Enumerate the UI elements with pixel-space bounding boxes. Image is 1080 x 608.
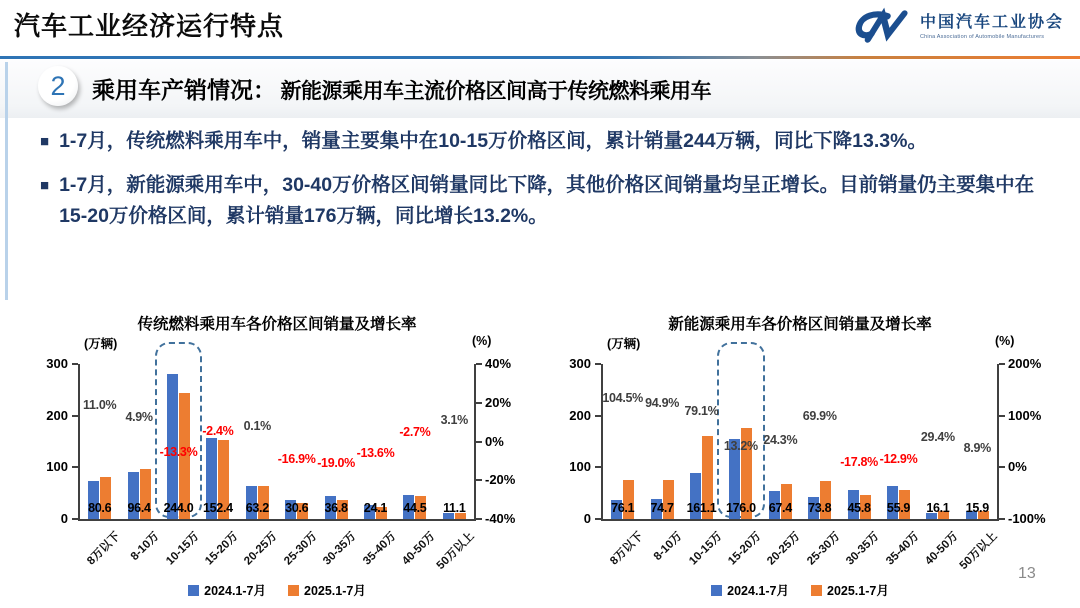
growth-label-40-50万: -2.7% xyxy=(399,424,431,439)
x-axis-label-30-35万: 30-35万 xyxy=(321,530,359,568)
right-tick-mark xyxy=(476,363,482,365)
right-axis-tick-label: 200% xyxy=(1008,356,1042,371)
left-tick-mark xyxy=(595,466,601,468)
value-label-50万以上: 15.9 xyxy=(965,501,989,515)
left-tick-mark xyxy=(72,466,78,468)
right-tick-mark xyxy=(999,518,1005,520)
right-tick-mark xyxy=(476,441,482,443)
bullet-text: 1-7月，传统燃料乘用车中，销量主要集中在10-15万价格区间，累计销量244万辆，同比下降13.3%。 xyxy=(59,130,927,152)
growth-label-10-15万: -13.3% xyxy=(159,445,198,460)
value-label-25-30万: 30.6 xyxy=(285,501,309,515)
chart-legend xyxy=(545,581,1055,599)
value-label-35-40万: 24.1 xyxy=(363,501,388,515)
right-axis-tick-label: 20% xyxy=(485,394,512,410)
plot-area xyxy=(22,300,532,608)
logo-org-name-en: China Association of Automobile Manufacturers xyxy=(919,33,1045,40)
x-axis-label-20-25万: 20-25万 xyxy=(765,530,803,568)
left-axis-tick-label: 100 xyxy=(46,459,68,475)
right-tick-mark xyxy=(999,415,1005,417)
x-axis-label-10-15万: 10-15万 xyxy=(686,530,725,568)
growth-label-50万以上: 3.1% xyxy=(440,413,468,428)
right-axis-tick-label: 0% xyxy=(485,433,504,449)
right-axis-tick-label: 0% xyxy=(1008,459,1027,475)
legend-item-2024.1-7月 xyxy=(188,581,266,599)
growth-label-8-10万: 4.9% xyxy=(125,410,153,424)
x-axis-label-25-30万: 25-30万 xyxy=(281,530,320,568)
left-tick-mark xyxy=(595,415,601,417)
x-axis-label-50万以上: 50万以上 xyxy=(434,530,477,573)
left-tick-mark xyxy=(595,363,601,365)
right-tick-mark xyxy=(476,402,482,404)
left-accent-strip xyxy=(5,62,8,300)
right-axis-tick-label: -40% xyxy=(485,511,516,526)
legend-label: 2025.1-7月 xyxy=(827,584,889,598)
section-heading-sub: 新能源乘用车主流价格区间高于传统燃料乘用车 xyxy=(280,80,711,103)
value-label-20-25万: 63.2 xyxy=(245,501,269,515)
right-axis-tick-label: -100% xyxy=(1008,511,1046,526)
value-label-25-30万: 73.8 xyxy=(808,501,832,515)
right-axis-tick-label: 100% xyxy=(1008,407,1042,423)
value-label-8-10万: 74.7 xyxy=(650,501,674,515)
logo-org-name-cn: 中国汽车工业协会 xyxy=(919,14,1064,32)
left-axis-tick-label: 0 xyxy=(60,511,68,526)
legend-label: 2024.1-7月 xyxy=(204,584,266,598)
x-axis-label-20-25万: 20-25万 xyxy=(242,530,280,568)
right-tick-mark xyxy=(476,479,482,481)
value-label-8万以下: 76.1 xyxy=(611,501,635,515)
left-axis-unit: (万辆) xyxy=(84,337,118,351)
x-axis-label-35-40万: 35-40万 xyxy=(360,530,399,568)
growth-label-8万以下: 104.5% xyxy=(602,391,643,406)
logo-text xyxy=(920,14,1064,40)
left-axis-tick-label: 0 xyxy=(583,511,591,526)
left-axis-tick-label: 300 xyxy=(569,356,591,371)
value-label-8-10万: 96.4 xyxy=(127,501,151,515)
x-axis xyxy=(78,519,476,521)
growth-label-8万以下: 11.0% xyxy=(83,398,117,413)
growth-label-25-30万: 69.9% xyxy=(802,409,837,424)
bullet-item-1 xyxy=(40,126,1050,157)
section-heading-main: 乘用车产销情况： xyxy=(92,77,276,103)
right-tick-mark xyxy=(999,466,1005,468)
right-axis-unit: (%) xyxy=(472,334,492,348)
x-axis-label-30-35万: 30-35万 xyxy=(844,530,882,568)
bullet-list xyxy=(40,126,1050,245)
x-axis-label-25-30万: 25-30万 xyxy=(804,530,843,568)
growth-label-20-25万: 24.3% xyxy=(763,432,798,447)
value-label-20-25万: 67.4 xyxy=(768,501,792,515)
x-axis xyxy=(601,519,999,521)
bullet-item-2 xyxy=(40,170,1050,232)
x-axis-label-10-15万: 10-15万 xyxy=(163,530,202,568)
growth-label-30-35万: -19.0% xyxy=(317,456,355,471)
growth-label-35-40万: -12.9% xyxy=(879,451,918,466)
chart-new-energy xyxy=(545,300,1055,608)
section-heading xyxy=(92,72,711,105)
bullet-text: 1-7月，新能源乘用车中，30-40万价格区间销量同比下降，其他价格区间销量均呈正增长。目前销量仍主要集中在15-20万价格区间，累计销量176万辆，同比增长13.2%。 xyxy=(59,174,1035,227)
right-tick-mark xyxy=(476,518,482,520)
x-axis-label-8万以下: 8万以下 xyxy=(84,530,123,568)
x-axis-label-50万以上: 50万以上 xyxy=(957,530,1000,573)
right-axis-tick-label: -20% xyxy=(485,472,516,488)
growth-label-10-15万: 79.1% xyxy=(684,404,719,419)
value-label-40-50万: 44.5 xyxy=(403,501,427,515)
legend-swatch-icon xyxy=(711,585,722,596)
value-label-15-20万: 152.4 xyxy=(203,501,233,515)
x-axis-label-8-10万: 8-10万 xyxy=(651,530,685,564)
x-axis-label-40-50万: 40-50万 xyxy=(400,530,438,568)
legend-swatch-icon xyxy=(288,585,299,596)
y-axis-left xyxy=(78,364,80,521)
growth-label-30-35万: -17.8% xyxy=(840,454,878,469)
growth-label-35-40万: -13.6% xyxy=(356,445,395,460)
plot-area xyxy=(545,300,1055,608)
left-axis-unit: (万辆) xyxy=(607,337,641,351)
bullet-square-icon: ■ xyxy=(40,133,50,150)
legend-item-2025.1-7月 xyxy=(288,581,366,599)
right-axis-tick-label: 40% xyxy=(485,356,512,371)
chart-traditional-fuel xyxy=(22,300,532,608)
x-axis-label-8万以下: 8万以下 xyxy=(607,530,646,568)
growth-label-15-20万: 13.2% xyxy=(723,438,758,453)
title-divider-gradient xyxy=(0,56,1080,59)
value-label-50万以上: 11.1 xyxy=(443,501,466,515)
left-axis-tick-label: 100 xyxy=(569,459,591,475)
growth-label-20-25万: 0.1% xyxy=(243,419,271,434)
chart-title: 新能源乘用车各价格区间销量及增长率 xyxy=(668,316,932,333)
y-axis-left xyxy=(601,364,603,521)
left-axis-tick-label: 300 xyxy=(46,356,68,371)
legend-swatch-icon xyxy=(811,585,822,596)
x-axis-label-35-40万: 35-40万 xyxy=(883,530,922,568)
right-axis-unit: (%) xyxy=(995,334,1015,348)
y-axis-right xyxy=(474,364,476,521)
chart-legend xyxy=(22,581,532,599)
left-tick-mark xyxy=(72,363,78,365)
value-label-10-15万: 161.1 xyxy=(686,501,717,515)
left-tick-mark xyxy=(72,415,78,417)
legend-label: 2025.1-7月 xyxy=(304,584,366,598)
caam-cm-logo-icon xyxy=(854,7,912,47)
x-axis-label-8-10万: 8-10万 xyxy=(128,530,162,564)
growth-label-8-10万: 94.9% xyxy=(645,396,680,411)
caam-logo xyxy=(854,7,1064,47)
x-axis-label-40-50万: 40-50万 xyxy=(923,530,961,568)
growth-label-50万以上: 8.9% xyxy=(963,440,991,455)
value-label-30-35万: 36.8 xyxy=(324,501,348,515)
value-label-8万以下: 80.6 xyxy=(88,501,112,515)
value-label-40-50万: 16.1 xyxy=(926,501,950,515)
right-tick-mark xyxy=(999,363,1005,365)
left-axis-tick-label: 200 xyxy=(46,407,68,423)
legend-item-2025.1-7月 xyxy=(811,581,889,599)
chart-title: 传统燃料乘用车各价格区间销量及增长率 xyxy=(137,316,417,333)
value-label-30-35万: 45.8 xyxy=(847,501,871,515)
legend-item-2024.1-7月 xyxy=(711,581,789,599)
growth-label-25-30万: -16.9% xyxy=(277,452,316,467)
left-tick-mark xyxy=(72,518,78,520)
x-axis-label-15-20万: 15-20万 xyxy=(203,530,241,568)
value-label-35-40万: 55.9 xyxy=(886,501,911,515)
legend-swatch-icon xyxy=(188,585,199,596)
x-axis-label-15-20万: 15-20万 xyxy=(726,530,764,568)
legend-label: 2024.1-7月 xyxy=(727,584,789,598)
value-label-10-15万: 244.0 xyxy=(163,501,194,515)
growth-label-40-50万: 29.4% xyxy=(920,430,955,445)
section-number-badge: 2 xyxy=(38,66,78,106)
left-axis-tick-label: 200 xyxy=(569,407,591,423)
page-title: 汽车工业经济运行特点 xyxy=(14,11,285,41)
bullet-square-icon: ■ xyxy=(40,177,50,194)
left-tick-mark xyxy=(595,518,601,520)
growth-label-15-20万: -2.4% xyxy=(202,424,234,439)
page-number: 13 xyxy=(1018,565,1036,582)
value-label-15-20万: 176.0 xyxy=(726,501,756,515)
